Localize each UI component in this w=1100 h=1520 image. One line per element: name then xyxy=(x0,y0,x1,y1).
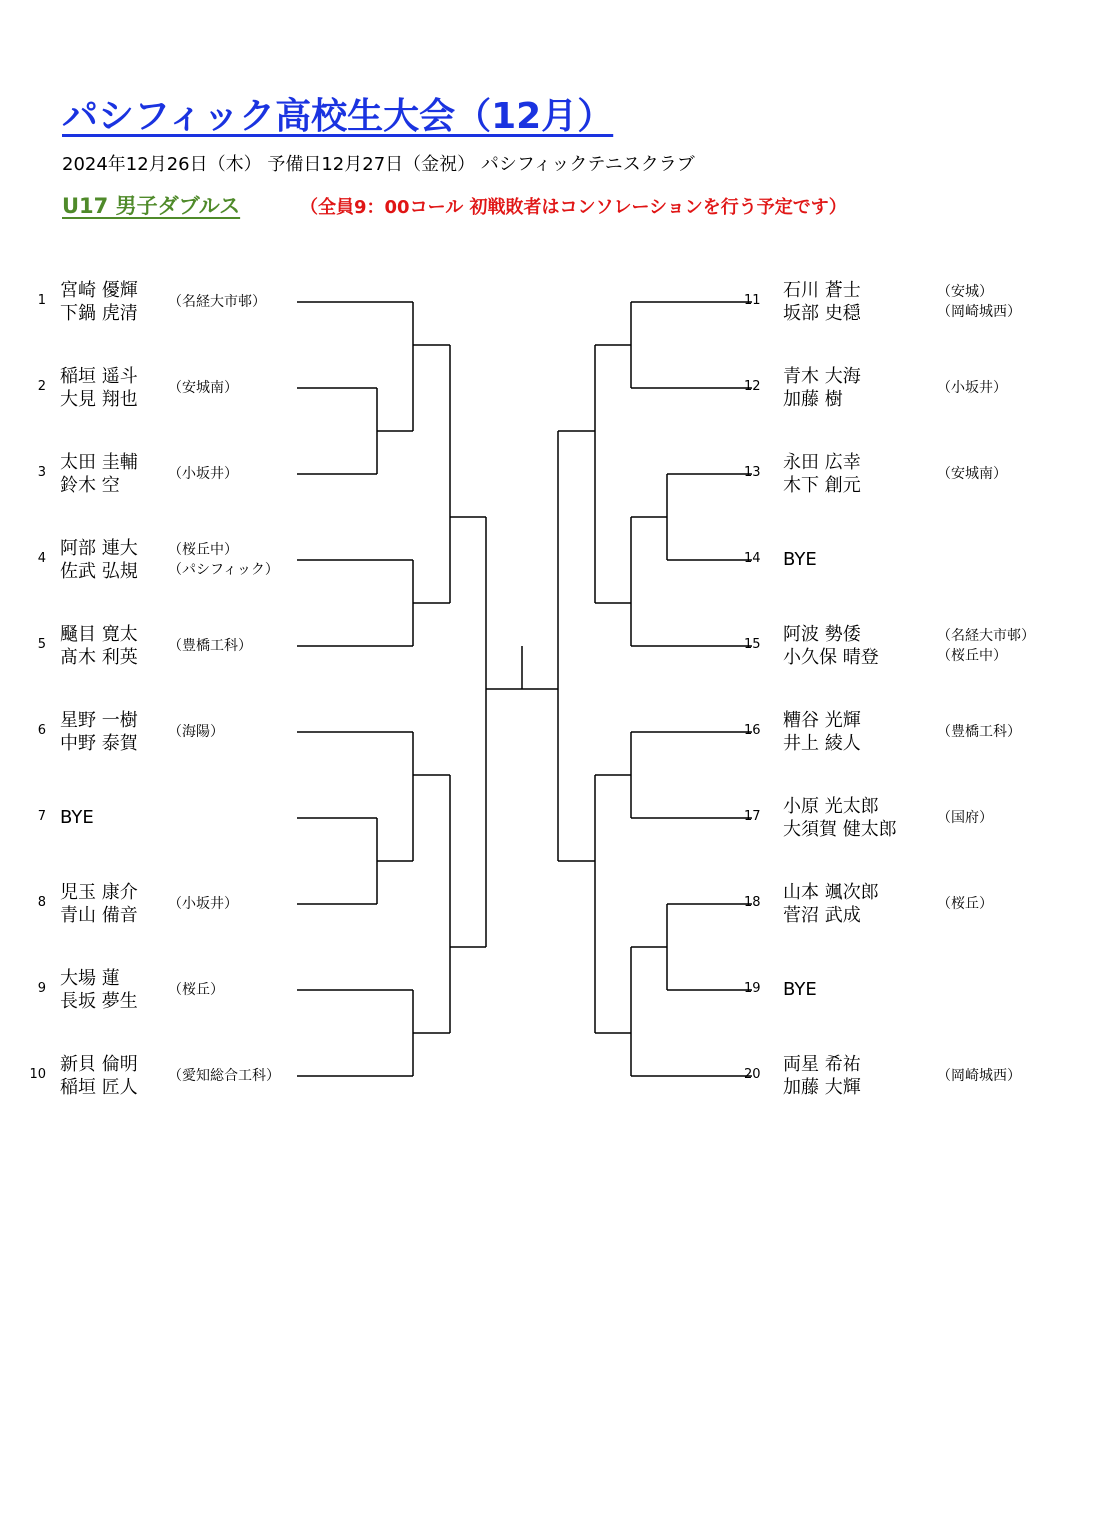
event-title: U17 男子ダブルス xyxy=(62,194,241,218)
club-line: （岡崎城西） xyxy=(937,1068,1021,1084)
draw-number: 8 xyxy=(37,895,46,910)
club-line: （安城南） xyxy=(168,380,238,396)
player-name: 木下 創元 xyxy=(783,475,861,496)
club-line: （愛知総合工科） xyxy=(168,1068,280,1084)
club-line: （海陽） xyxy=(168,724,224,740)
player-name: 大見 翔也 xyxy=(60,389,138,410)
draw-number: 19 xyxy=(744,981,761,996)
event-note: （全員9：00コール 初戦敗者はコンソレーションを行う予定です） xyxy=(300,197,847,218)
draw-number: 18 xyxy=(744,895,761,910)
club-line: （桜丘中） xyxy=(168,542,238,558)
player-name: 加藤 樹 xyxy=(783,389,843,410)
draw-number: 14 xyxy=(744,551,761,566)
club-line: （名経大市邨） xyxy=(937,628,1035,644)
player-name: 糟谷 光輝 xyxy=(783,710,861,731)
player-name: 稲垣 匠人 xyxy=(60,1077,138,1098)
club-line: （国府） xyxy=(937,810,993,826)
club-line: （安城南） xyxy=(937,466,1007,482)
draw-number: 17 xyxy=(744,809,761,824)
club-line: （パシフィック） xyxy=(168,562,279,578)
draw-number: 20 xyxy=(744,1067,761,1082)
draw-number: 16 xyxy=(744,723,761,738)
player-name: 長坂 夢生 xyxy=(60,991,138,1012)
club-line: （小坂井） xyxy=(168,896,238,912)
club-line: （桜丘） xyxy=(168,982,224,998)
page-title: パシフィック高校生大会（12月） xyxy=(62,96,614,137)
player-name: 両星 希祐 xyxy=(783,1054,861,1075)
player-name: 坂部 史穏 xyxy=(783,303,861,324)
player-name: 大須賀 健太郎 xyxy=(783,819,897,840)
club-line: （豊橋工科） xyxy=(168,638,252,654)
draw-number: 15 xyxy=(744,637,761,652)
player-name: 髙木 利英 xyxy=(60,647,138,668)
draw-number: 10 xyxy=(29,1067,46,1082)
player-name: 中野 泰賀 xyxy=(60,733,138,754)
player-name: 阿波 勢倭 xyxy=(783,624,861,645)
draw-number: 3 xyxy=(37,465,46,480)
player-name: 青木 大海 xyxy=(783,366,861,387)
player-name: 井上 綾人 xyxy=(783,733,861,754)
player-name: BYE xyxy=(783,549,817,570)
player-name: 青山 備音 xyxy=(60,905,138,926)
club-line: （小坂井） xyxy=(937,380,1007,396)
club-line: （桜丘中） xyxy=(937,648,1007,664)
player-name: 石川 蒼士 xyxy=(783,280,861,301)
player-name: 永田 広幸 xyxy=(783,452,861,473)
draw-number: 4 xyxy=(37,551,46,566)
draw-number: 13 xyxy=(744,465,761,480)
player-name: 児玉 康介 xyxy=(60,882,138,903)
player-name: 小久保 晴登 xyxy=(783,647,879,668)
player-name: 稲垣 遥斗 xyxy=(60,366,138,387)
player-name: 小原 光太郎 xyxy=(783,796,879,817)
draw-number: 11 xyxy=(744,293,761,308)
draw-number: 1 xyxy=(37,293,46,308)
player-name: 星野 一樹 xyxy=(60,710,138,731)
player-name: 山本 颯次郎 xyxy=(783,882,879,903)
club-line: （豊橋工科） xyxy=(937,724,1021,740)
date-line: 2024年12月26日（木） 予備日12月27日（金祝） パシフィックテニスクラブ xyxy=(62,154,695,175)
player-name: BYE xyxy=(783,979,817,1000)
player-name: 大場 蓮 xyxy=(60,968,120,989)
player-name: 太田 圭輔 xyxy=(60,452,138,473)
club-line: （桜丘） xyxy=(937,896,993,912)
draw-number: 9 xyxy=(37,981,46,996)
player-name: 菅沼 武成 xyxy=(783,905,861,926)
draw-number: 7 xyxy=(37,809,46,824)
player-name: 颾目 寛太 xyxy=(60,624,138,645)
player-name: BYE xyxy=(60,807,94,828)
player-name: 鈴木 空 xyxy=(60,475,120,496)
draw-number: 12 xyxy=(744,379,761,394)
player-name: 下鍋 虎清 xyxy=(60,303,138,324)
draw-number: 5 xyxy=(37,637,46,652)
club-line: （小坂井） xyxy=(168,466,238,482)
club-line: （安城） xyxy=(937,284,993,300)
player-name: 加藤 大輝 xyxy=(783,1077,861,1098)
player-name: 阿部 連大 xyxy=(60,538,138,559)
club-line: （岡崎城西） xyxy=(937,304,1021,320)
draw-number: 2 xyxy=(37,379,46,394)
player-name: 宮崎 優輝 xyxy=(60,280,138,301)
club-line: （名経大市邨） xyxy=(168,294,266,310)
player-name: 新貝 倫明 xyxy=(60,1054,138,1075)
draw-number: 6 xyxy=(37,723,46,738)
player-name: 佐武 弘規 xyxy=(60,561,138,582)
